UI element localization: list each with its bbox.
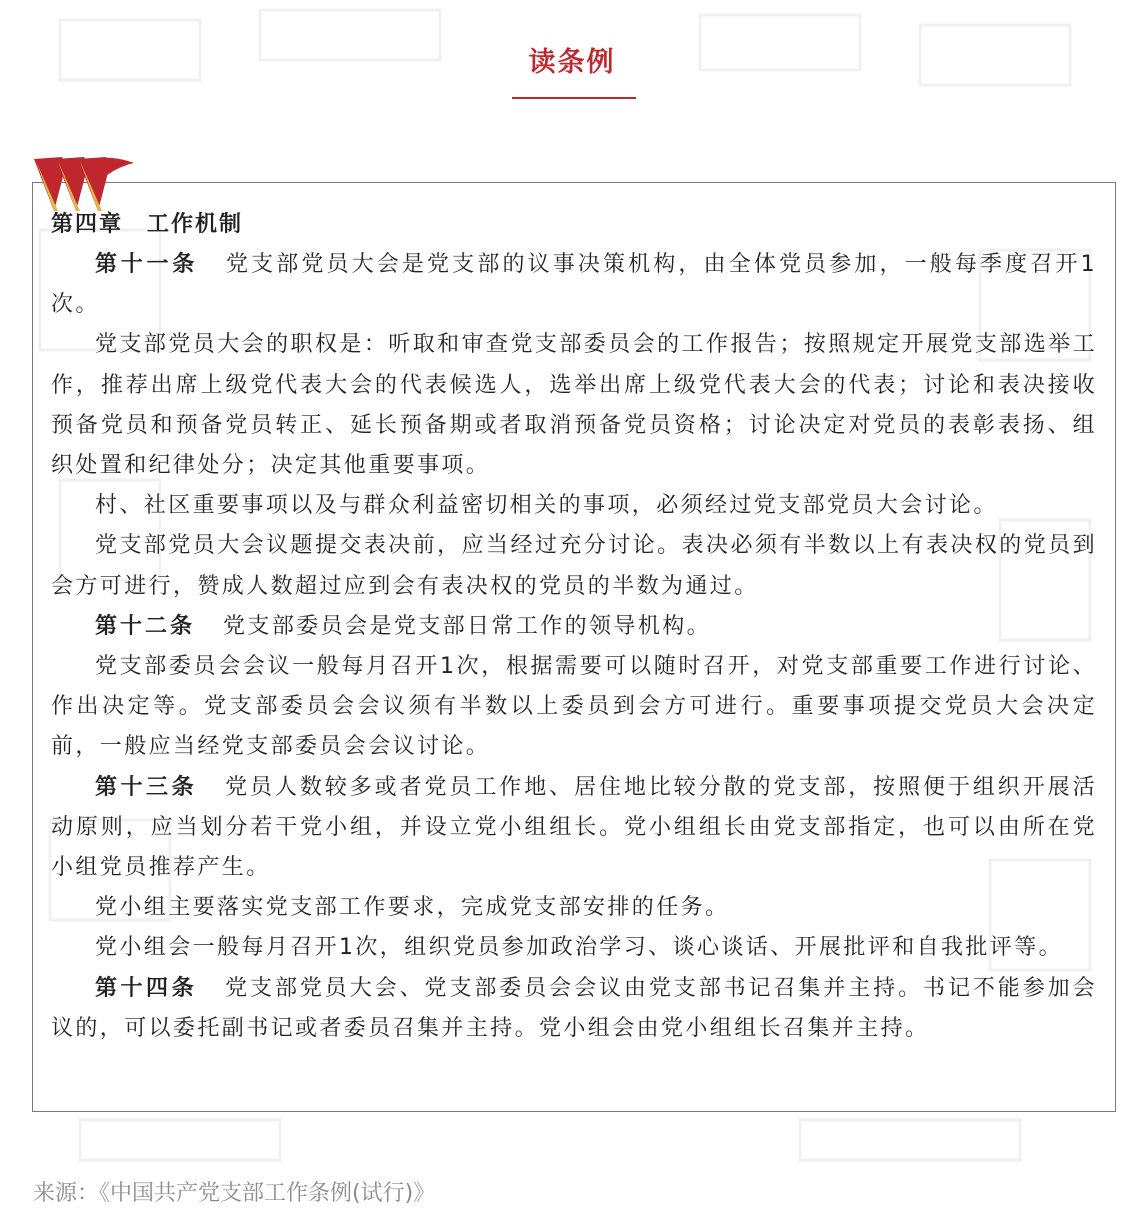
article-paragraph <box>51 607 1097 647</box>
article-paragraph <box>51 768 1097 889</box>
article-paragraph <box>51 526 1097 606</box>
article-text: 党员人数较多或者党员工作地、居住地比较分散的党支部，按照便于组织开展活动原则，应当划分若干党小组，并设立党小组组长。党小组组长由党支部指定，也可以由所在党小组党员推荐产生。 <box>51 774 1097 881</box>
title-underline <box>512 97 636 99</box>
article-paragraph <box>51 486 1097 526</box>
article-paragraph <box>51 928 1097 968</box>
article-paragraph <box>51 647 1097 768</box>
page-title: 读条例 <box>528 47 616 78</box>
article-text: 党小组主要落实党支部工作要求，完成党支部安排的任务。 <box>95 895 730 921</box>
article-text: 党支部党员大会、党支部委员会会议由党支部书记召集并主持。书记不能参加会议的，可以委托副书记或者委员召集并主持。党小组会由党小组组长召集并主持。 <box>51 975 1097 1041</box>
article-content-box <box>32 182 1116 1112</box>
article-text: 党支部党员大会议题提交表决前，应当经过充分讨论。表决必须有半数以上有表决权的党员到会方可进行，赞成人数超过应到会有表决权的党员的半数为通过。 <box>51 533 1097 599</box>
article-paragraph <box>51 325 1097 486</box>
article-text: 党小组会一般每月召开1次，组织党员参加政治学习、谈心谈话、开展批评和自我批评等。 <box>95 935 1063 961</box>
chapter-title: 第四章 工作机制 <box>51 212 244 237</box>
article-text: 党支部党员大会是党支部的议事决策机构，由全体党员参加，一般每季度召开1次。 <box>51 252 1097 318</box>
article-paragraph <box>51 888 1097 928</box>
article-text: 党支部委员会是党支部日常工作的领导机构。 <box>223 613 712 639</box>
article-number: 第十四条 <box>95 975 198 1001</box>
article-paragraphs <box>51 245 1097 1049</box>
article-number: 第十三条 <box>95 774 198 800</box>
article-number: 第十二条 <box>95 613 196 639</box>
article-text: 村、社区重要事项以及与群众利益密切相关的事项，必须经过党支部党员大会讨论。 <box>95 493 998 519</box>
red-flag-icon <box>32 155 136 213</box>
article-text: 党支部党员大会的职权是：听取和审查党支部委员会的工作报告；按照规定开展党支部选举工作，推荐出席上级党代表大会的代表候选人，选举出席上级党代表大会的代表；讨论和表决接收预备党员和预备党员转正、延长预备期或者取消预备党员资格；讨论决定对党员的表彰表扬、组织处置和纪律处分；决定其他重要事项。 <box>51 332 1097 479</box>
article-text: 党支部委员会会议一般每月召开1次，根据需要可以随时召开，对党支部重要工作进行讨论、作出决定等。党支部委员会会议须有半数以上委员到会方可进行。重要事项提交党员大会决定前，一般应当经党支部委员会会议讨论。 <box>51 654 1097 760</box>
article-number: 第十一条 <box>95 252 198 277</box>
article-paragraph <box>51 245 1097 325</box>
source-citation: 来源：《中国共产党支部工作条例(试行)》 <box>33 1181 436 1206</box>
article-paragraph <box>51 969 1097 1049</box>
